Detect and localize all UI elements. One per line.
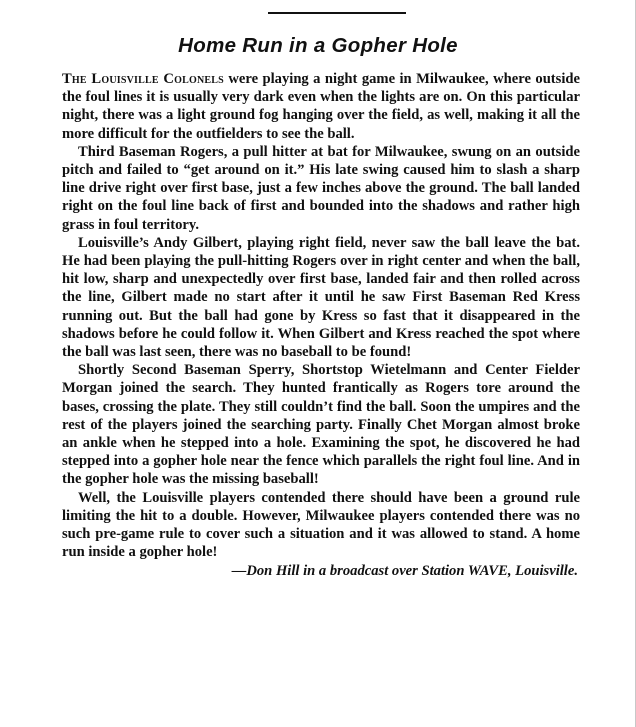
- paragraph-3: Louisville’s Andy Gilbert, playing right field, never saw the ball leave the bat. He had been playing the pull-hitting Rogers over in right center and when the ball, hit low, sharp and unexpectedly over first base, landed fair and then rolled across the line, Gilbert made no start after it until he saw First Baseman Red Kress running out. But the ball had gone by Kress so fast that it disappeared in the shadows before he could follow it. When Gilbert and Kress reached the spot where the ball was last seen, there was no baseball to be found!: [62, 234, 580, 361]
- paragraph-4: Shortly Second Baseman Sperry, Shortstop Wietelmann and Center Fielder Morgan joined the search. They hunted frantically as Rogers tore around the bases, crossing the plate. They still couldn’t find the ball. Soon the umpires and the rest of the players joined the searching party. Finally Chet Morgan almost broke an ankle when he stepped into a hole. Examining the spot, he discovered he had stepped into a gopher hole near the fence which parallels the right foul line. And in the gopher hole was the missing baseball!: [62, 362, 580, 488]
- paragraph-1: [62, 70, 580, 143]
- paragraph-2: Third Baseman Rogers, a pull hitter at bat for Milwaukee, swung on an outside pitch and failed to “get around on it.” His late swing caused him to slash a sharp line drive right over first base, just a few inches above the ground. The ball landed right on the foul line back of first and bounded into the shadows and rather high grass in foul territory.: [62, 143, 580, 233]
- top-rule: [268, 12, 406, 14]
- source-credit: —Don Hill in a broadcast over Station WAVE, Louisville.: [231, 563, 578, 580]
- lead-small-caps: The Louisville Colonels: [62, 71, 224, 87]
- lead-text: were playing a night game in Milwaukee, where outside the foul lines it is usually very dark even when the lights are on. On this particular night, there was a light ground fog hanging over the field, as well, making it all the more difficult for the outfielders to see the ball.: [62, 71, 580, 142]
- article-title: Home Run in a Gopher Hole: [178, 34, 458, 57]
- article-body: [62, 70, 580, 581]
- paragraph-5: Well, the Louisville players contended there should have been a ground rule limiting the hit to a double. However, Milwaukee players contended there was no such pre-game rule to cover such a situation and it was allowed to stand. A home run inside a gopher hole!: [62, 489, 580, 561]
